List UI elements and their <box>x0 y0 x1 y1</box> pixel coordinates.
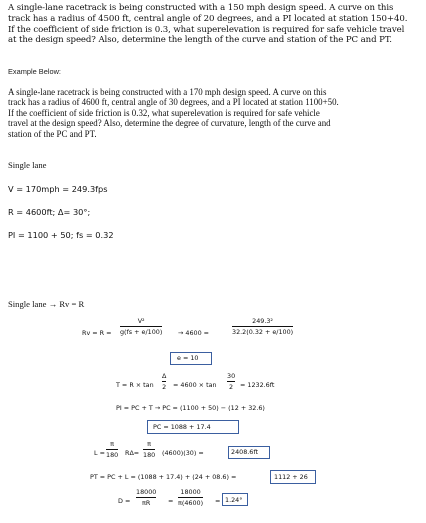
problem-line: If the coefficient of side friction is 0.3, what superelevation is required for safe vehicle travel <box>8 24 405 35</box>
example-line: A single-lane racetrack is being constructed with a 170 mph design speed. A curve on this <box>8 87 327 97</box>
length-fraction-2 <box>143 440 155 459</box>
length-frac2-num: π <box>147 440 152 448</box>
tangent-frac2-num: 30 <box>227 372 236 380</box>
degree-frac1-den: πR <box>142 499 151 507</box>
rv-arrow: → 4600 = <box>178 329 210 337</box>
example-label: Example Below: <box>8 67 61 76</box>
tangent-frac2-den: 2 <box>229 383 234 391</box>
pt-result: 1112 + 26 <box>274 473 308 481</box>
tangent-fraction-2 <box>227 372 235 391</box>
e-result: e = 10 <box>177 354 199 362</box>
example-line: travel at the design speed? Also, determine the degree of curvature, length of the curve and <box>8 118 331 129</box>
fraction-bar <box>162 381 166 382</box>
tangent-frac1-num: Δ <box>162 372 167 380</box>
rv-fraction-2 <box>232 317 293 336</box>
degree-frac1-num: 18000 <box>136 488 157 496</box>
length-frac1-den: 180 <box>106 451 119 459</box>
degree-frac2-den: π(4600) <box>178 499 204 507</box>
radius-given: R = 4600ft; Δ= 30°; <box>8 207 91 217</box>
problem-line: at the design speed? Also, determine the length of the curve and station of the PC and PT. <box>8 35 392 46</box>
tangent-fraction-1 <box>162 372 166 391</box>
length-mid: RΔ= <box>125 449 140 457</box>
problem-line: track has a radius of 4500 ft, central angle of 20 degrees, and a PI located at station 150+40. <box>8 13 408 24</box>
fraction-bar <box>227 381 235 382</box>
rv-heading: Single lane → Rv = R <box>8 299 85 309</box>
degree-frac2-num: 18000 <box>180 488 201 496</box>
fraction-bar <box>143 449 155 450</box>
fraction-bar <box>106 449 118 450</box>
length-frac1-num: π <box>110 440 115 448</box>
degree-fraction-1 <box>136 488 156 507</box>
fraction-bar <box>178 497 203 498</box>
example-statement <box>8 87 420 139</box>
rv-lhs: Rv = R = <box>82 329 112 337</box>
length-frac2-den: 180 <box>143 451 156 459</box>
rv-denominator: g(fs + e/100) <box>120 328 163 336</box>
length-calc: (4600)(30) = <box>162 449 204 457</box>
fraction-bar <box>232 326 293 327</box>
degree-eq: = <box>168 497 174 505</box>
tangent-result: = 1232.6ft <box>240 381 275 389</box>
problem-line: A single-lane racetrack is being constructed with a 150 mph design speed. A curve on this <box>8 3 394 13</box>
rv-denominator-2: 32.2(0.32 + e/100) <box>232 328 294 336</box>
single-lane-heading: Single lane <box>8 160 47 170</box>
length-lhs: L = <box>94 449 105 457</box>
speed-given: V = 170mph = 249.3fps <box>8 184 108 194</box>
rv-fraction <box>120 317 162 336</box>
pc-equation: PI = PC + T → PC = (1100 + 50) − (12 + 32.6) <box>116 404 265 412</box>
example-line: station of the PC and PT. <box>8 128 97 139</box>
length-fraction-1 <box>106 440 118 459</box>
degree-result: 1.24° <box>225 496 243 504</box>
fraction-bar <box>136 497 156 498</box>
pc-result: PC = 1088 + 17.4 <box>153 423 211 431</box>
rv-numerator-2: 249.3² <box>252 317 273 325</box>
pt-equation: PT = PC + L = (1088 + 17.4) + (24 + 08.6) = <box>90 473 237 481</box>
fraction-bar <box>120 326 162 327</box>
pi-given: PI = 1100 + 50; fs = 0.32 <box>8 230 114 240</box>
length-result: 2408.6ft <box>231 448 259 456</box>
degree-eq-2: = <box>215 497 221 505</box>
degree-lhs: D = <box>118 497 131 505</box>
rv-numerator: V² <box>137 317 145 325</box>
degree-fraction-2 <box>178 488 203 507</box>
tangent-lhs: T = R × tan <box>116 381 154 389</box>
problem-statement <box>8 3 420 46</box>
example-line: If the coefficient of side friction is 0.32, what superelevation is required for safe vehicle <box>8 107 320 118</box>
example-line: track has a radius of 4600 ft, central angle of 30 degrees, and a PI located at station 1100+50. <box>8 97 339 108</box>
tangent-mid: = 4600 × tan <box>173 381 217 389</box>
tangent-frac1-den: 2 <box>162 383 167 391</box>
